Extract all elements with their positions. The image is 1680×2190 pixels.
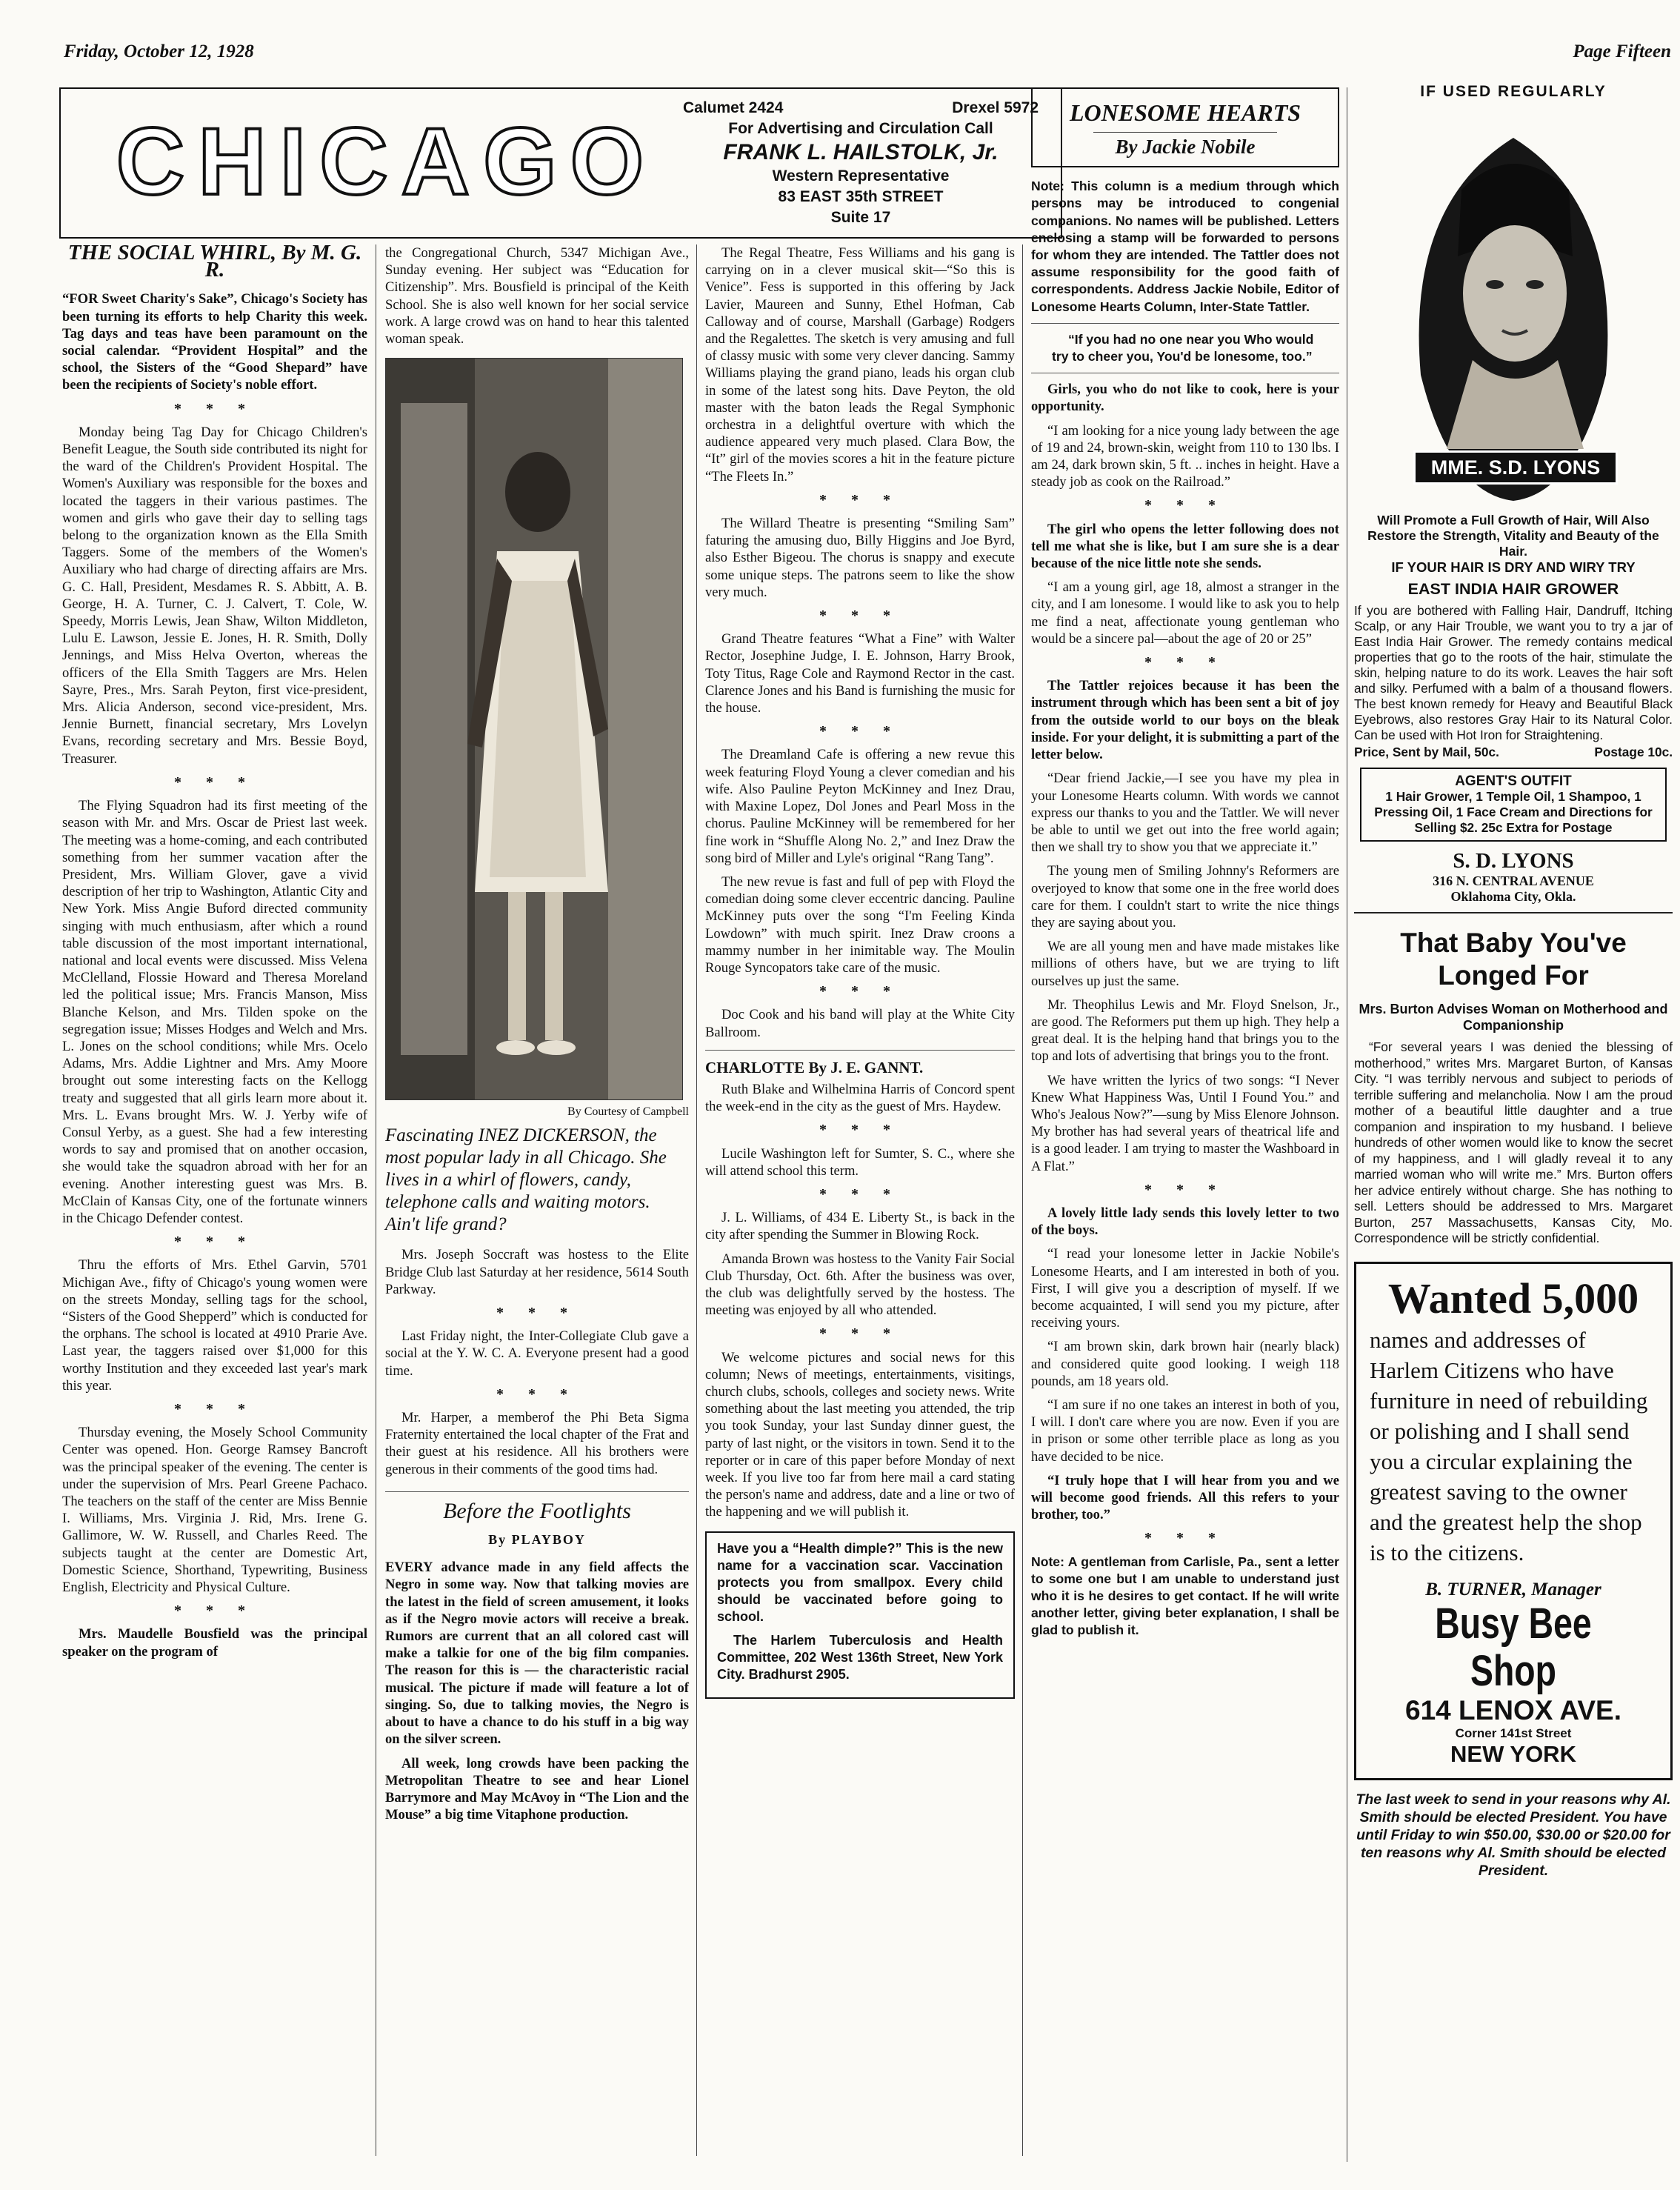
footlights-headline: Before the Footlights [443,1498,631,1523]
call-line: For Advertising and Circulation Call [728,120,993,137]
rep-role: Western Representative [772,167,950,184]
baby-ad-body: “For several years I was denied the blessing of motherhood,” writes Mrs. Margaret Burton, of Kansas City. “I was terribly nervous and subject to periods of terrible suffering and melancholia. Now I am the proud mother of a beautiful little daughter and a true companion and inspiration to my husband. I believe hundreds of other women would like to know the secret of my happiness, and I will gladly reveal it to any married woman who will write me.” Mrs. Burton offers her advice entirely without charge. She has nothing to sell. Letters should be addressed to Mrs. Margaret Burton, 257 Massachusetts, Kansas City, Mo. Correspondence will be strictly confidential. [1354,1039,1673,1245]
lonesome-hearts-header [1031,87,1339,167]
lonesome-hearts-column: LONESOME HEARTS By Jackie Nobile Note: This column is a medium through which persons may be introduced to congenial companions. No names will be published. Letters enclosing a stamp will be forwarded to persons for whom they are intended. The Tattler does not assume responsibility for the good faith of correspondents. Address Jackie Nobile, Editor of Lonesome Hearts Column, Inter-State Tattler. “If you had no one near you Who would try to cheer you, You'd be lonesome, too.” Girls, you who do not like to cook, here is your opportunity. “I am looking for a nice young lady between the age of 19 and 24, brown-skin, weight from 110 to 130 lbs. I am 24, dark brown skin, 5 ft. .. inches in height. Have a steady job as cook on the Railroad.” * * * The girl who opens the letter following does not tell me what she is like, but I am sure she is a dear because of the nice little note she sends. “I am a young girl, age 18, almost a stranger in the city, and I am lonesome. I would like to ask you to help me find a neat, affectionate young gentleman who would be a sincere pal—about the age of 20 or 25” * * * The Tattler rejoices because it has been the instrument through which has been sent a bit of joy from the outside world to our boys on the bleak inside. For your delight, it is submitting a part of the letter below. “Dear friend Jackie,—I see you have my plea in your Lonesome Hearts column. With words we cannot express our thanks to you and the Tattler. We will never be able to until we get out into the free world again; then we shall try to show you that we appreciate it.” The young men of Smiling Johnny's Reformers are overjoyed to know that some one in the free world does care for them. I couldn't start to write the nice things they are saying about you. We are all young men and have made mistakes like millions of others have, but we are trying to lift ourselves up just the same. Mr. Theophilus Lewis and Mr. Floyd Snelson, Jr., are good. The Reformers put them up high. They help a great deal. It is the helping hand that brings you to the top and lots of advertising that brings you to the front. We have written the lyrics of two songs: “I Never Knew What Happiness Was, Until I Found You.” and Who's Jealous Now?”—sung by Miss Elenore Johnson. My brother has had several years of theatrical life and is a good leader. I am trying to master the Washboard in A Flat.” * * * A lovely little lady sends this lovely letter to two of the boys. “I read your lonesome letter in Jackie Nobile's Lonesome Hearts, and I am interested in both of you. First, I will give you a description of myself. If we become acquainted, I will send you my picture, after receiving yours. “I am brown skin, dark brown hair (nearly black) and considered quite good looking. I weigh 118 pounds, am 18 years old. “I am sure if no one takes an interest in both of you, I will. I don't care where you are now. Even if you are in prison or some other terrible place as long as you have decided to be nice. “I truly hope that I will hear from you and we will become good friends. All this refers to your brother, too.” * * * Note: A gentleman from Carlisle, Pa., sent a letter to some one but I am unable to understand just who it is he desires to get contact. If he will write another letter, giving beter explanation, I shall be glad to publish it. [1031,87,1339,1646]
lyons-claims: Will Promote a Full Growth of Hair, Will Also Restore the Strength, Vitality and Beauty of the Hair. [1367,513,1659,559]
photo-credit: By Courtesy of Campbell [567,1105,689,1119]
portrait-woman-image [1391,108,1636,508]
article-paragraph: Mrs. Maudelle Bousfield was the principal speaker on the program of [62,1626,367,1660]
issue-date: Friday, October 12, 1928 [64,41,254,61]
article-paragraph: “I am a young girl, age 18, almost a stranger in the city, and I am lonesome. I would like to ask you to help me find a neat, affectionate young gentleman who would be a sincere pal—about the age of 20 or 25” [1031,579,1339,647]
shop-name: Busy Bee Shop [1435,1599,1592,1695]
lyons-dry: IF YOUR HAIR IS DRY AND WIRY TRY [1391,559,1636,575]
lyons-body: If you are bothered with Falling Hair, Dandruff, Itching Scalp, or any Hair Trouble, we want you to try a jar of East India Hair Grower. The remedy contains medical properties that go to the roots of the hair, stimulate the skin, helping nature to do its work. Leaves the hair soft and silky. Perfumed with a balm of a thousand flowers. The best known remedy for Heavy and Beautiful Black Eyebrows, also restores Gray Hair to its Natural Color. Can be used with Hot Iron for Straightening. [1354,603,1673,742]
article-paragraph: Last Friday night, the Inter-Collegiate Club gave a social at the Y. W. C. A. Everyone present had a good time. [385,1328,689,1379]
article-paragraph: Doc Cook and his band will play at the White City Ballroom. [705,1007,1015,1040]
column-three: The Regal Theatre, Fess Williams and his gang is carrying on in a clever musical skit—“So this is Venice”. Fess is supported in this offering by Jack Lavier, Maureen and Sunny, Ethel Hofman, Cab Calloway and of course, Marshall (Garbage) Rodgers and the Regalettes. The sketch is very amusing and full of classy music with some very clever dancing. Sammy Williams playing the grand piano, leads his organ club in some of the latest song hits. Dave Peyton, the old master with the baton leads the Regal Symphonic orchestra in a delightful overture with which the audience appeared very much plased. Clara Bow, the “It” girl of the movies scores a hit in the feature picture “The Fleets In.” * * * The Willard Theatre is presenting “Smiling Sam” faturing the amusing duo, Billy Higgins and Joe Byrd, also Esther Bigeou. The chorus is snappy and execute some unique steps. The patrons seem to like the show very much. * * * Grand Theatre features “What a Fine” with Walter Rector, Josephine Judge, I. E. Johnson, Harry Brook, Toty Titus, Rage Cole and Raymond Rector in the cast. Clarence Jones and his Band is furnishing the music for the house. * * * The Dreamland Cafe is offering a new revue this week featuring Floyd Young a clever comedian and his wife. Also Pauline Peyton McKinney and Inez Drau, with Maxine Lopez, Dol Jones and Pearl Moss in the chorus. Pauline McKinney will be remembered for her fine work in “Shuffle Along No. 2,” and Inez Draw the song bird of Miller and Lyle's original “Rang Tang”. The new revue is fast and full of pep with Floyd the comedian doing some clever eccentric dancing. Pauline McKinney puts over the song “I'm Feeling Kinda Lowdown” with much spirit. Inez Draw croons a mammy number in her inimitable way. The Moulin Rouge Syncopators take care of the music. * * * Doc Cook and his band will play at the White City Ballroom. CHARLOTTE By J. E. GANNT. Ruth Blake and Wilhelmina Harris of Concord spent the week-end in the city as the guest of Mrs. Haydew. * * * Lucile Washington left for Sumter, S. C., where she will attend school this term. * * * J. L. Williams, of 434 E. Liberty St., is back in the city after spending the Summer in Blowing Rock. Amanda Brown was hostess to the Vanity Fair Social Club Thursday, Oct. 6th. After the business was over, the club was delightfully served by the hostess. The meeting was enjoyed by all who attended. * * * We welcome pictures and social news for this column; News of meetings, entertainments, visitings, church clubs, schools, colleges and society news. Write something about the last meeting you attended, the trip you took Sunday, your last Sunday dinner guest, the party of last night, or the visitors in town. Send it to the reporter or in care of this paper before Monday of next week. If you live too far from here mail a card stating the person's name and address, date and a line or two of the happening and we will publish it. Have you a “Health dimple?” This is the new name for a vaccination scar. Vaccination protects you from smallpox. Every child should be vaccinated before going to school. The Harlem Tuberculosis and Health Committee, 202 West 136th Street, New York City. Bradhurst 2905. [705,244,1015,1699]
lyons-product: EAST INDIA HAIR GROWER [1407,580,1619,598]
column-two: the Congregational Church, 5347 Michigan Ave., Sunday evening. Her subject was “Education for Citizenship”. Mrs. Bousfield is principal of the Keith School. She is also well known for her social service work. A large crowd was on hand to hear this talented woman speak. By Courtesy of Campbell Fascinating INEZ DICKERSON, the most popular lady in all Chicago. She lives in a whirl of flowers, candy, telephone calls and waiting motors. Ain't life grand? Mrs. Joseph Soccraft was hostess to the Elite Bridge Club last Saturday at her residence, 5614 South Parkway. * * * Last Friday night, the Inter-Collegiate Club gave a social at the Y. W. C. A. Everyone present had a good time. * * * Mr. Harper, a memberof the Phi Beta Sigma Fraternity entertained the local chapter of the Frat and their guest at his residence. All his brothers were generous in their comments of the good tims had. Before the Footlights By PLAYBOY EVERY advance made in any field affects the Negro in some way. Now that talking movies are the latest in the field of screen amusement, it looks as if the Negro movie actors will receive a break. Rumors are current that an all colored cast will make a talkie for one of the big film companies. The reason for this is — the characteristic racial musical. The picture if made will feature a lot of singing. So, due to talking movies, the Negro is about to have a chance to do his stuff in a big way on the silver screen. All week, long crowds have been packing the Metropolitan Theatre to see and hear Lionel Barrymore and May McAvoy in “The Lion and the Mouse” a big time Vitaphone production. [385,245,689,1823]
shop-city: NEW YORK [1450,1740,1576,1767]
health-dimple-box [705,1531,1015,1699]
article-paragraph: The Regal Theatre, Fess Williams and his gang is carrying on in a clever musical skit—“So this is Venice”. Fess is supported in this offering by Jack Lavier, Maureen and Sunny, Ethel Hofman, Cab Calloway and of course, Marshall (Garbage) Rodgers and the Regalettes. The sketch is very amusing and full of classy music with some very clever dancing. Sammy Williams playing the grand piano, leads his organ club in some of the latest song hits. Dave Peyton, the old master with the baton leads the Regal Symphonic orchestra in a delightful overture with which the audience appeared very much plased. Clara Bow, the “It” girl of the movies scores a hit in the feature picture “The Fleets In.” [705,245,1015,485]
lyons-portrait [1391,108,1636,508]
article-paragraph: The Dreamland Cafe is offering a new revue this week featuring Floyd Young a clever comedian and his wife. Also Pauline Peyton McKinney and Inez Drau, with Maxine Lopez, Dol Jones and Pearl Moss in the chorus. Pauline McKinney will be remembered for her fine work in “Shuffle Along No. 2,” and Inez Draw the song bird of Miller and Lyle's original “Rang Tang”. [705,747,1015,866]
baby-ad-subhead: Mrs. Burton Advises Woman on Motherhood and Companionship [1359,1002,1668,1033]
article-paragraph: “I am brown skin, dark brown hair (nearly black) and considered quite good looking. I weigh 118 pounds, am 18 years old. [1031,1339,1339,1389]
article-paragraph: Monday being Tag Day for Chicago Children's Benefit League, the South side contributed its night for the ward of the Children's Provident Hospital. The Women's Auxiliary was responsible for the boxes and located the taggers in their various pastimes. The women and girls who gave their day to selling tags belong to the organization known as the Ella Smith Taggers. Some of the members of the Women's Auxiliary who had charge of directing affairs are Mrs. G. C. Hall, President, Mesdames R. S. Abbitt, A. B. George, H. A. Turner, C. J. Calvert, T. Cole, W. Speedy, Morris Lewis, Jean Shaw, Wilton Middleton, Lulu E. Lawson, Jessie E. Jones, H. R. Smith, Dolly Jennings, and Miss Helva Overton, whereas the officers of the Ella Smith Taggers are Mrs. Helen Sayre, Pres., Mrs. Sarah Peyton, first vice-president, Mrs. Alicia Anderson, second vice-president, Mrs. Jennie Burnett, financial secretary, Mrs Lovelyn Evans, recording secretary and Mrs. Bessie Boyd, Treasurer. [62,424,367,767]
article-paragraph: Ruth Blake and Wilhelmina Harris of Concord spent the week-end in the city as the guest of Mrs. Haydew. [705,1081,1015,1115]
charlotte-headline: CHARLOTTE By J. E. GANNT. [705,1058,924,1076]
lonesome-hearts-title: LONESOME HEARTS [1069,99,1301,126]
wanted-body: names and addresses of Harlem Citizens who have furniture in need of rebuilding or polishing and I shall send you a circular explaining the greatest saving to the owner and the greatest help the shop is to the citizens. [1370,1326,1648,1565]
rep-suite: Suite 17 [830,209,891,226]
rep-name: FRANK L. HAILSTOLK, Jr. [723,140,999,164]
lyons-address2: Oklahoma City, Okla. [1450,889,1576,904]
article-paragraph: EVERY advance made in any field affects the Negro in some way. Now that talking movies are the latest in the field of screen amusement, it looks as if the Negro movie actors will receive a break. Rumors are current that an all colored cast will make a talkie for one of the big film companies. The reason for this is — the characteristic racial musical. The picture if made will feature a lot of singing. So, due to talking movies, the Negro is about to have a chance to do his stuff in a big way on the silver screen. [385,1560,689,1748]
article-paragraph: “FOR Sweet Charity's Sake”, Chicago's Society has been turning its efforts to help Charity this week. Tag days and teas have been paramount on the social calendar. “Provident Hospital” and the school, the Sisters of the “Good Shepard” have been the recipients of Society's noble effort. [62,291,367,393]
article-paragraph: “I read your lonesome letter in Jackie Nobile's Lonesome Hearts, and I am interested in both of you. First, I will give you a description of myself. If we become acquainted, I will send you my picture, after receiving yours. [1031,1246,1339,1331]
footlights-byline: By PLAYBOY [488,1532,586,1548]
article-paragraph: Amanda Brown was hostess to the Vanity Fair Social Club Thursday, Oct. 6th. After the business was over, the club was delightfully served by the hostess. The meeting was enjoyed by all who attended. [705,1251,1015,1319]
article-paragraph: The Tattler rejoices because it has been the instrument through which has been sent a bit of joy from the outside world to our boys on the bleak inside. For your delight, it is submitting a part of the letter below. [1031,678,1339,763]
article-paragraph: “I truly hope that I will hear from you and we will become good friends. All this refers to your brother, too.” [1031,1472,1339,1523]
lyons-price [1354,745,1673,760]
phone-calumet: Calumet 2424 [683,99,784,116]
article-paragraph: “I am sure if no one takes an interest in both of you, I will. I don't care where you are now. Even if you are in prison or some other terrible place as long as you have decided to be nice. [1031,1397,1339,1465]
article-paragraph: Mr. Theophilus Lewis and Mr. Floyd Snelson, Jr., are good. The Reformers put them up high. They help a great deal. It is the helping hand that brings you to the top and lots of advertising that brings you to the front. [1031,996,1339,1065]
article-paragraph: Thursday evening, the Mosely School Community Center was opened. Hon. George Ramsey Bancroft was the principal speaker of the evening. The center is under the supervision of Mrs. Pearl Greene Pachaco. The teachers on the staff of the center are Miss Bennie I. Williams, Mrs. Virginia J. Rid, Mrs. Irene G. Gallimore, W. W. Russell, and Charles Reed. The subjects taught at the center are Domestic Art, Domestic Science, Shorthand, Typewriting, Business English, Electricity and Physical Culture. [62,1425,367,1596]
health-box-text: Have you a “Health dimple?” This is the new name for a vaccination scar. Vaccination protects you from smallpox. Every child should be vaccinated before going to school. [717,1540,1003,1624]
rep-address: 83 EAST 35th STREET [778,188,944,205]
article-paragraph: The Willard Theatre is presenting “Smiling Sam” faturing the amusing duo, Billy Higgins and Joe Byrd, also Esther Bigeou. The chorus is snappy and execute some unique steps. The patrons seem to like the show very much. [705,516,1015,600]
price-text: Price, Sent by Mail, 50c. [1354,745,1499,759]
busy-bee-ad [1354,1262,1673,1780]
article-paragraph: We are all young men and have made mistakes like millions of others have, but we are trying to lift ourselves up just the same. [1031,939,1339,989]
inez-dickerson-photo [385,358,683,1100]
article-paragraph: We have written the lyrics of two songs: “I Never Knew What Happiness Was, Until I Found You.” and Who's Jealous Now?”—sung by Miss Elenore Johnson. My brother has had several years of theatrical life and is a good leader. I am trying to master the Washboard in A Flat.” [1031,1072,1339,1174]
portrait-label: MME. S.D. LYONS [1413,450,1618,485]
phone-drexel: Drexel 5972 [952,99,1039,116]
article-paragraph: the Congregational Church, 5347 Michigan Ave., Sunday evening. Her subject was “Education for Citizenship”. Mrs. Bousfield is principal of the Keith School. She is also well known for her social service work. A large crowd was on hand to hear this talented woman speak. [385,245,689,347]
masthead-contact [668,98,1053,228]
article-paragraph: Girls, you who do not like to cook, here is your opportunity. [1031,382,1339,415]
page-number: Page Fifteen [1573,41,1671,61]
baby-ad-headline: That Baby You've Longed For [1400,928,1627,991]
column-verse: “If you had no one near you Who would try to cheer you, You'd be lonesome, too.” [1052,331,1314,365]
social-whirl-headline: THE SOCIAL WHIRL, By M. G. R. [67,241,362,282]
article-paragraph: J. L. Williams, of 434 E. Liberty St., is back in the city after spending the Summer in Blowing Rock. [705,1210,1015,1243]
article-paragraph: Thru the efforts of Mrs. Ethel Garvin, 5701 Michigan Ave., fifty of Chicago's young women were on the streets Monday, selling tags for the school, “Sisters of the Good Shepperd” which is conducted for the orphans. The school is located at 4910 Prarie Ave. Last year, the taggers raised over $1,000 for this worthy Institution and they exceeded last year's mark this year. [62,1257,367,1394]
lyons-ad-top: IF USED REGULARLY [1420,83,1607,100]
photo-caption: Fascinating INEZ DICKERSON, the most popular lady in all Chicago. She lives in a whirl of flowers, candy, telephone calls and waiting motors. Ain't life grand? [385,1125,667,1235]
article-paragraph: “Dear friend Jackie,—I see you have my plea in your Lonesome Hearts column. With words we cannot express our thanks to you and the Tattler. We will never be able to until we get out into the free world again; then we shall try to show you that we appreciate it.” [1031,771,1339,856]
lonesome-hearts-byline: By Jackie Nobile [1115,136,1256,158]
article-paragraph: The Flying Squadron had its first meeting of the season with Mr. and Mrs. Oscar de Priest last week. The meeting was a home-coming, and each contributed something from her summer vacation after the President, Mrs. William Glover, gave a vivid description of her trip to Washington, Atlantic City and New York. Miss Angie Buford directed community singing with much enthusiasm, after which a round table discussion of the most important international, national and local events were discussed. Miss Velena McClelland, Flossie Howard and Theresa Moreland led the political issue; Mrs. Francis Manson, Miss Blanche Kelson, and Mrs. Tilden spoke on the segregation issue; Misses Hodges and Welch and Mrs. L. Jones on the school conditions; while Mrs. Ocelo Adams, Mrs. Addie Lightner and Mrs. Amy Moore brought out some interesting facts on the Kellogg treaty and suggested that all girls learn more about it. Mrs. L. Evans brought Mrs. W. J. Yerby wife of Consul Yerby, as a guest. She had a few interesting words to say and promised that on another occasion, she would take the squadron abroad with her for an evening. Another interesting guest was Mrs. B. McClain of Kansas City, one of the fortunate winners in the Chicago Defender contest. [62,798,368,1226]
outfit-body: 1 Hair Grower, 1 Temple Oil, 1 Shampoo, 1 Pressing Oil, 1 Face Cream and Directions for Selling $2. 25c Extra for Postage [1374,789,1653,835]
article-paragraph: The young men of Smiling Johnny's Reformers are overjoyed to know that some one in the free world does care for them. I couldn't start to write the nice things they are saying about you. [1031,863,1339,931]
article-paragraph: Grand Theatre features “What a Fine” with Walter Rector, Josephine Judge, I. E. Johnson, Harry Brook, Toty Titus, Rage Cole and Raymond Rector in the cast. Clarence Jones and his Band is furnishing the music for the house. [705,631,1015,716]
wanted-headline: Wanted 5,000 [1387,1274,1639,1322]
article-paragraph: All week, long crowds have been packing the Metropolitan Theatre to see and hear Lionel Barrymore and May McAvoy in “The Lion and the Mouse” a big time Vitaphone production. [385,1755,689,1823]
al-smith-notice: The last week to send in your reasons why Al. Smith should be elected President. You have until Friday to win $50.00, $30.00 or $20.00 for ten reasons why Al. Smith should be elected President. [1356,1791,1671,1879]
column-note: Note: This column is a medium through which persons may be introduced to congenial companions. No names will be published. Letters enclosing a stamp will be forwarded to persons for whom they are intended. The Tattler does not assume responsibility for the good faith of correspondents. Address Jackie Nobile, Editor of Lonesome Hearts Column, Inter-State Tattler. [1031,179,1339,314]
shop-address: 614 LENOX AVE. [1405,1694,1621,1725]
masthead-title: CHICAGO [116,109,658,215]
article-paragraph: Mr. Harper, a memberof the Phi Beta Sigma Fraternity entertained the local chapter of the Frat and their guest at his residence. All his brothers were generous in their comments of the good tims had. [385,1410,689,1477]
article-paragraph: Note: A gentleman from Carlisle, Pa., sent a letter to some one but I am unable to understand just who it is he desires to get contact. If he will write another letter, giving beter explanation, I shall be glad to publish it. [1031,1554,1339,1638]
shop-corner: Corner 141st Street [1455,1725,1572,1740]
article-paragraph: Mrs. Joseph Soccraft was hostess to the Elite Bridge Club last Saturday at her residence, 5614 South Parkway. [385,1247,689,1297]
outfit-title: AGENT'S OUTFIT [1455,773,1572,789]
manager-name: B. TURNER, Manager [1425,1579,1601,1600]
lyons-company: S. D. LYONS [1453,849,1574,873]
article-paragraph: “I am looking for a nice young lady between the age of 19 and 24, brown-skin, weight from 110 to 130 lbs. I am 24, dark brown skin, 5 ft. .. inches in height. Have a steady job as cook on the Railroad.” [1031,422,1339,490]
social-whirl-column: THE SOCIAL WHIRL, By M. G. R. “FOR Sweet Charity's Sake”, Chicago's Society has been turning its efforts to help Charity this week. Tag days and teas have been paramount on the social calendar. “Provident Hospital” and the school, the Sisters of the “Good Shepard” have been the recipients of Society's noble effort. * * * Monday being Tag Day for Chicago Children's Benefit League, the South side contributed its night for the ward of the Children's Provident Hospital. The Women's Auxiliary was responsible for the boxes and located the taggers in their various pastimes. The women and girls who gave their day to selling tags belong to the organization known as the Ella Smith Taggers. Some of the members of the Women's Auxiliary who had charge of directing affairs are Mrs. G. C. Hall, President, Mesdames R. S. Abbitt, A. B. George, H. A. Turner, C. J. Calvert, T. Cole, W. Speedy, Morris Lewis, Jean Shaw, Wilton Middleton, Lulu E. Lawson, Jessie E. Jones, H. R. Smith, Dolly Jennings, and Miss Helva Overton, whereas the officers of the Ella Smith Taggers are Mrs. Helen Sayre, Pres., Mrs. Sarah Peyton, first vice-president, Mrs. Alicia Anderson, second vice-president, Mrs. Jennie Burnett, financial secretary, Mrs Lovelyn Evans, recording secretary and Mrs. Bessie Boyd, Treasurer. * * * The Flying Squadron had its first meeting of the season with Mr. and Mrs. Oscar de Priest last week. The meeting was a home-coming, and each contributed something from her summer vacation after the President, Mrs. William Glover, gave a vivid description of her trip to Washington, Atlantic City and New York. Miss Angie Buford directed community singing with much enthusiasm, after which a round table discussion of the most important international, national and local events were discussed. Miss Velena McClelland, Flossie Howard and Theresa Moreland led the political issue; Mrs. Francis Manson, Miss Blanche Kelson, and Mrs. Tilden spoke on the segregation issue; Misses Hodges and Welch and Mrs. L. Jones on the school conditions; while Mrs. Ocelo Adams, Mrs. Addie Lightner and Mrs. Amy Moore brought out some interesting facts on the Kellogg treaty and suggested that all girls learn more about it. Mrs. L. Evans brought Mrs. W. J. Yerby wife of Consul Yerby, as a guest. She had a few interesting words to say and promised that on another occasion, she would take the squadron abroad with her for an evening. Another interesting guest was Mrs. B. McClain of Kansas City, one of the fortunate winners in the Chicago Defender contest. * * * Thru the efforts of Mrs. Ethel Garvin, 5701 Michigan Ave., fifty of Chicago's young women were on the streets Monday, selling tags for the school, “Sisters of the Good Shepperd” which is conducted for the orphans. The school is located at 4910 Prarie Ave. Last year, the taggers raised over $1,000 for this worthy Institution and they exceeded last year's mark this year. * * * Thursday evening, the Mosely School Community Center was opened. Hon. George Ramsey Bancroft was the principal speaker of the evening. The center is under the supervision of Mrs. Pearl Greene Pachaco. The teachers on the staff of the center are Miss Bennie I. Williams, Mrs. Virginia J. Rid, Mrs. Irene G. Gallimore, W. W. Russell, and Charles Reed. The subjects taught at the center are Domestic Art, Domestic Science, Shorthand, Typewriting, Business English, Electricity and Physical Culture. * * * Mrs. Maudelle Bousfield was the principal speaker on the program of [62,241,368,1660]
article-paragraph: The new revue is fast and full of pep with Floyd the comedian doing some clever eccentric dancing. Pauline McKinney puts over the song “I'm Feeling Kinda Lowdown” with much spirit. Inez Draw croons a mammy number in her inimitable way. The Moulin Rouge Syncopators take care of the music. [705,873,1015,976]
article-paragraph: The girl who opens the letter following does not tell me what she is like, but I am sure she is a dear because of the nice little note she sends. [1031,521,1339,572]
masthead [59,87,1062,239]
postage-text: Postage 10c. [1594,745,1673,759]
advertisements-column [1354,83,1673,1880]
health-box-text: The Harlem Tuberculosis and Health Committee, 202 West 136th Street, New York City. Bradhurst 2905. [717,1632,1003,1682]
article-paragraph: We welcome pictures and social news for this column; News of meetings, entertainments, visitings, church clubs, schools, colleges and society news. Write something about the last meeting you attended, the trip you took Sunday, your last Sunday dinner guest, the party of last night, or the visitors in town. Send it to the reporter or in care of this paper before Monday of next week. If you live too far from here mail a card stating the person's name and address, date and a line or two of the happening and we will publish it. [705,1349,1015,1520]
agents-outfit-box [1360,768,1667,842]
lyons-address1: 316 N. CENTRAL AVENUE [1433,873,1594,888]
portrait-figure-image [386,359,682,1099]
article-paragraph: A lovely little lady sends this lovely letter to two of the boys. [1031,1205,1339,1239]
article-paragraph: Lucile Washington left for Sumter, S. C., where she will attend school this term. [705,1145,1015,1179]
